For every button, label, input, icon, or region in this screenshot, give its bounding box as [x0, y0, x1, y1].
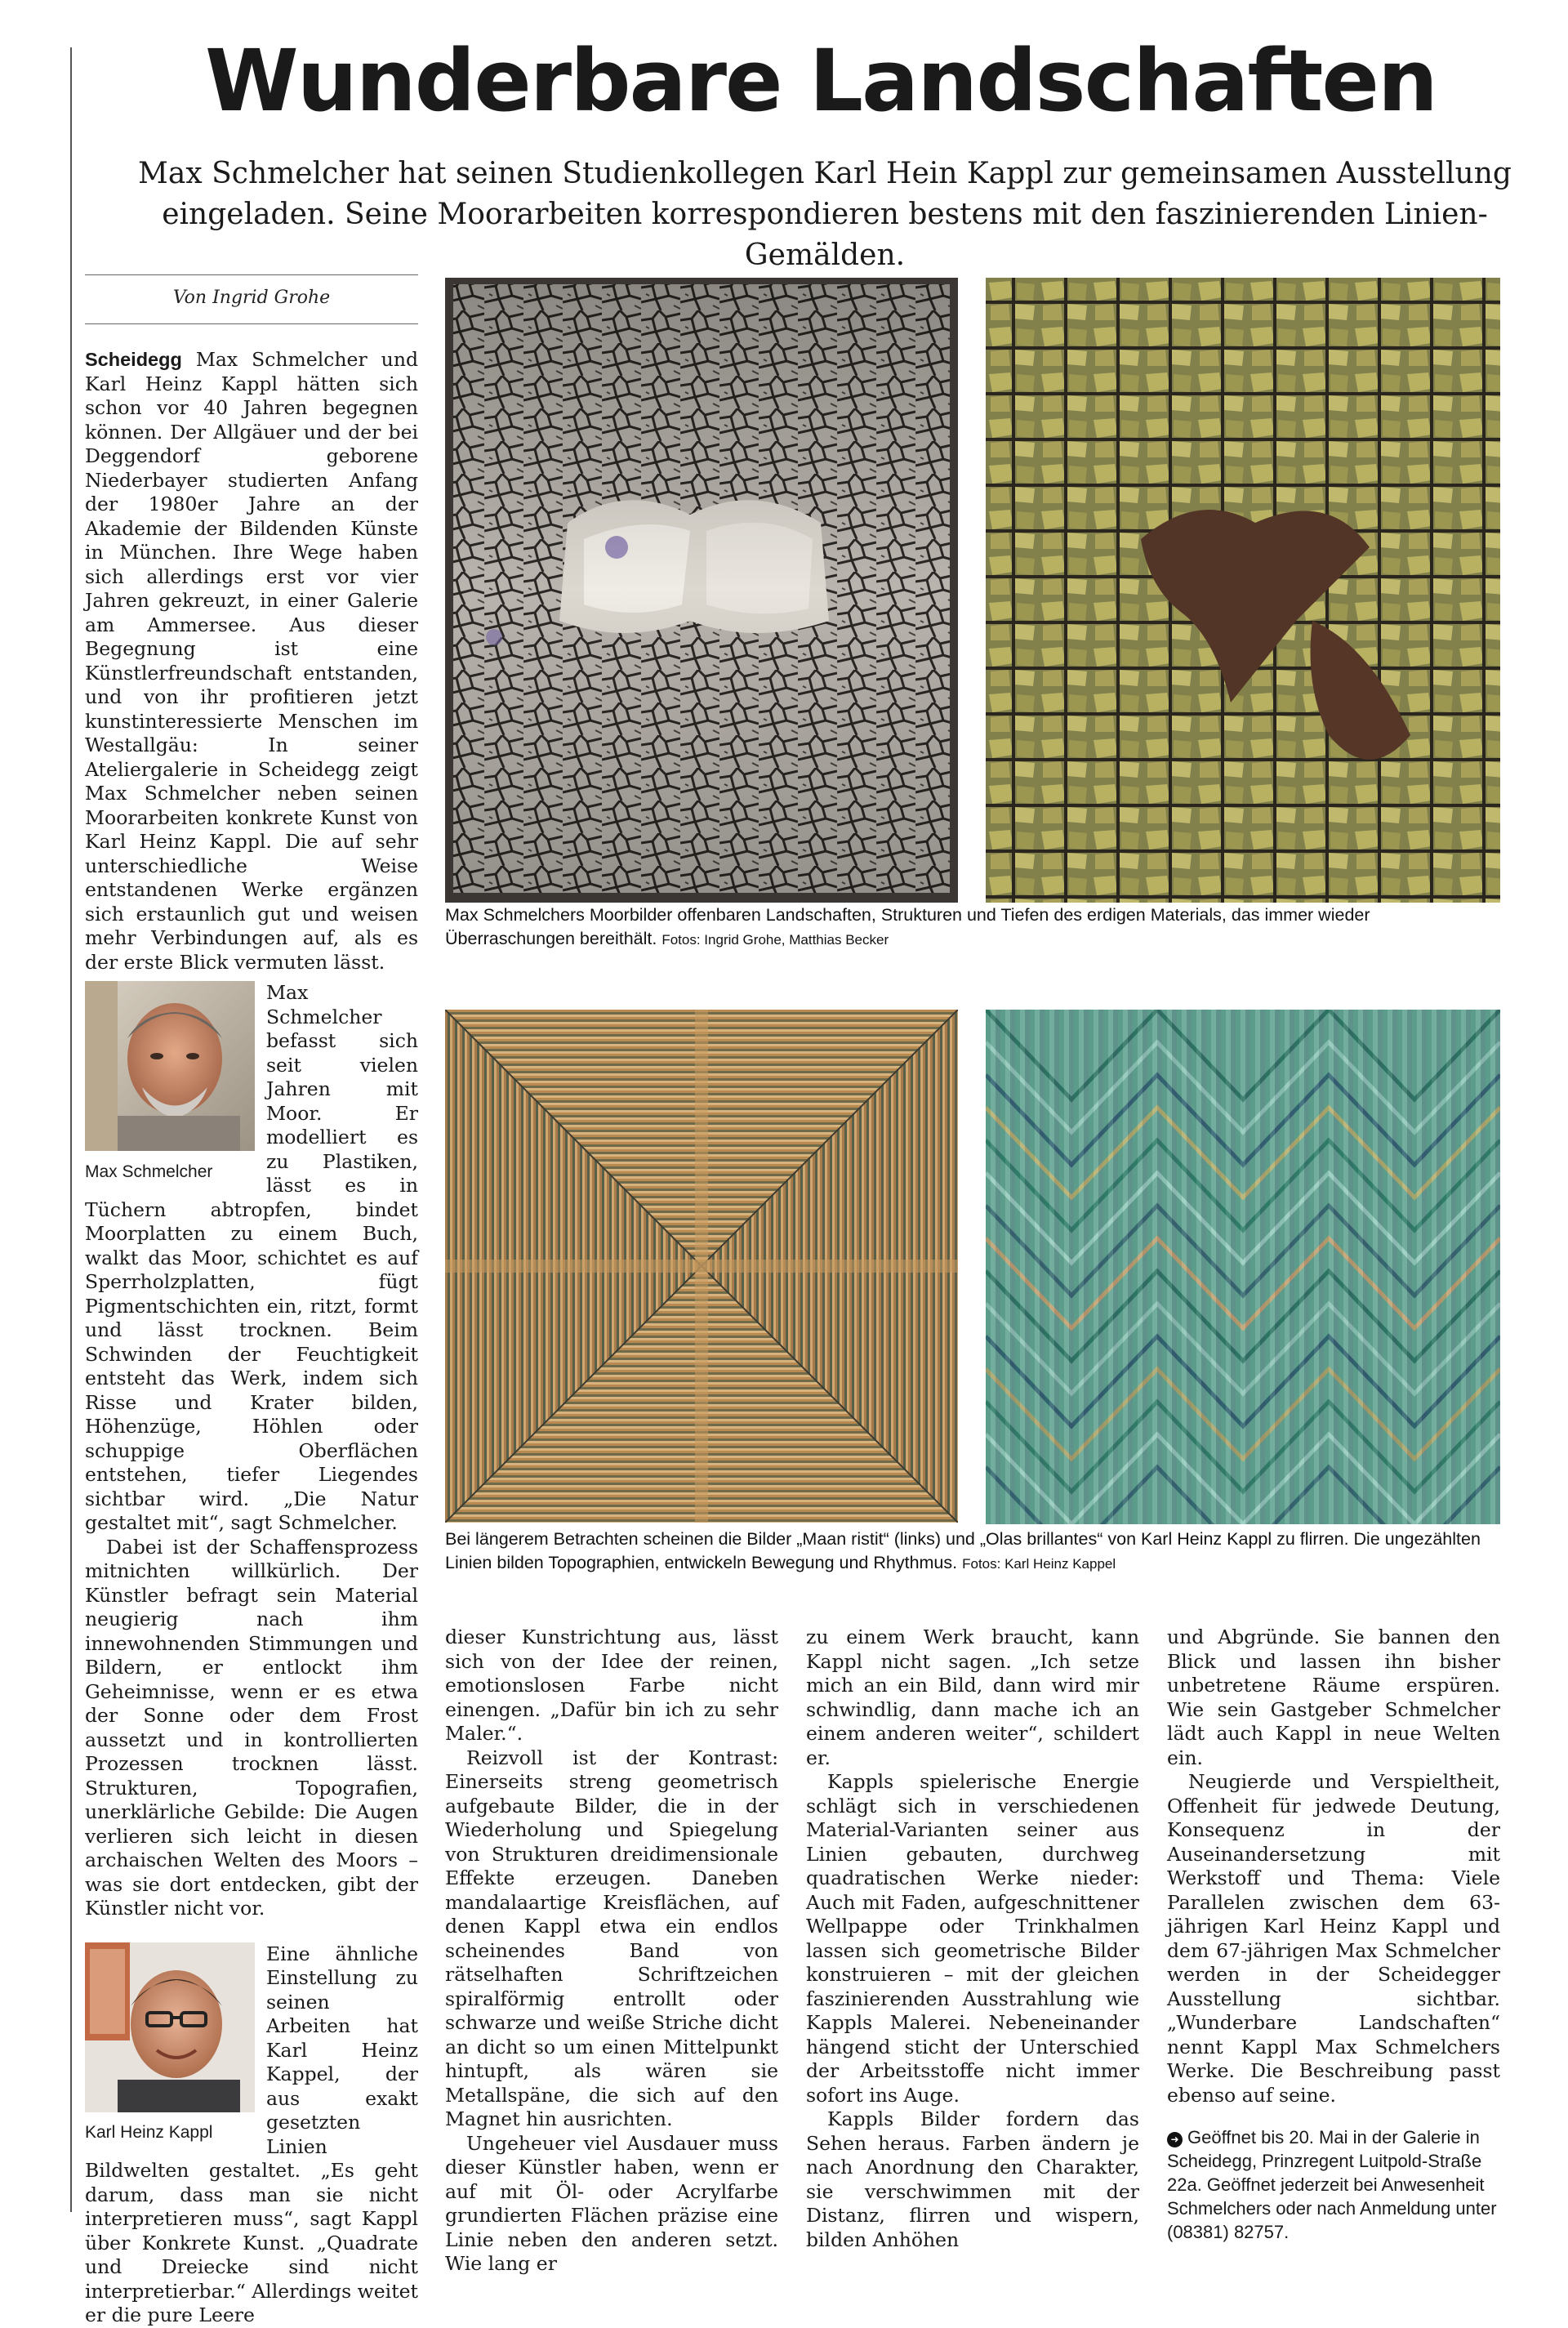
- arrow-right-icon: ➜: [1167, 2132, 1183, 2147]
- portrait-max-schmelcher: [85, 981, 255, 1184]
- paragraph: zu einem Werk braucht, kann Kappl nicht sagen. „Ich setze mich an ein Bild, dann wird mir schwindlig, dann mache ich an einem anderen weiter“, schildert er.: [806, 1626, 1139, 1769]
- portrait-photo: [85, 981, 255, 1151]
- paragraph: Max Schmelcher und Karl Heinz Kappl hätten sich schon vor 40 Jahren begegnen können. Der Allgäuer und der bei Deggendorf geborene Niederbayer studierten Anfang der 1980er Jahre an der Akademie der Bildenden Künste in München. Ihre Wege haben sich allerdings erst vor vier Jahren gekreuzt, in einer Galerie am Ammersee. Aus dieser Begegnung ist eine Künstlerfreundschaft entstanden, und von ihr profitieren jetzt kunstinteressierte Menschen im Westallgäu: In seiner Ateliergalerie in Scheidegg zeigt Max Schmelcher neben seinen Moorarbeiten konkrete Kunst von Karl Heinz Kappl. Die auf sehr unterschiedliche Weise entstandenen Werke ergänzen sich erstaunlich gut und weisen mehr Verbindungen auf, als es der erste Blick vermuten lässt.: [85, 348, 418, 974]
- photo-olas-brillantes: [986, 1010, 1500, 1524]
- paragraph: dieser Kunstrichtung aus, lässt sich von der Idee der reinen, emotionslosen Farbe nicht einengen. „Dafür bin ich zu sehr Maler.“.: [445, 1626, 778, 1745]
- photo-credit: Fotos: Ingrid Grohe, Matthias Becker: [662, 932, 889, 948]
- paragraph: Reizvoll ist der Kontrast: Einerseits streng geometrisch aufgebaute Bilder, die in der Wiederholung und Spiegelung von Strukturen dreidimensionale Effekte erzeugen. Daneben mandalaartige Kreisflächen, auf denen Kappl etwa ein endlos scheinendes Band von rätselhaften Schriftzeichen spiralförmig entrollt oder schwarze und weiße Striche dicht an dicht so um einen Mittelpunkt hintupft, als wären sie Metallspäne, die sich auf den Magnet hin ausrichten.: [445, 1746, 778, 2130]
- portrait-karl-heinz-kappl: [85, 1942, 255, 2145]
- portrait-photo: [85, 1942, 255, 2112]
- photo-caption-top: [445, 903, 1500, 952]
- byline: Von Ingrid Grohe: [172, 288, 331, 308]
- column-divider: [70, 47, 72, 2212]
- portrait-caption: Max Schmelcher: [85, 1162, 213, 1181]
- paragraph: und Abgründe. Sie bannen den Blick und lassen ihn bisher unbetretene Räume erspüren. Wie sein Gastgeber Schmelcher lädt auch Kappl in neue Welten ein.: [1167, 1626, 1500, 1769]
- caption-text: Bei längerem Betrachten scheinen die Bilder „Maan ristit“ (links) und „Olas brillantes“ von Karl Heinz Kappl zu flirren. Die ungezählten Linien bilden Topographien, entwickeln Bewegung und Rhythmus.: [445, 1529, 1481, 1572]
- headline: Wunderbare Landschaften: [205, 31, 1437, 131]
- dateline: Scheidegg: [85, 349, 182, 370]
- subheadline: Max Schmelcher hat seinen Studienkollegen Karl Hein Kappl zur gemeinsamen Ausstellung eingeladen. Seine Moorarbeiten korrespondieren bestens mit den faszinierenden Linien-Gemälden.: [138, 157, 1512, 272]
- article-column-4: [1167, 1626, 1500, 2242]
- article-column-2: [445, 1626, 778, 2275]
- byline-rule-bottom: [85, 323, 418, 324]
- paragraph: Dabei ist der Schaffensprozess mitnichten willkürlich. Der Künstler befragt sein Material neugierig nach ihm innewohnenden Stimmungen und Bildern, er entlockt ihm Geheimnisse, wenn er es etwa der Sonne oder dem Frost aussetzt und in kontrollierten Prozessen trocknen lässt. Strukturen, Topografien, unerklärliche Gebilde: Die Augen verlieren sich leicht in diesen archaischen Welten des Moors – was sie dort entdecken, gibt der Künstler nicht vor.: [85, 1535, 418, 1920]
- paragraph: Ungeheuer viel Ausdauer muss dieser Künstler haben, wenn er auf mit Öl- oder Acrylfarbe grundierten Flächen präzise eine Linie neben den anderen setzt. Wie lang er: [445, 2131, 778, 2275]
- article-column-3: [806, 1626, 1139, 2251]
- photo-moorbild-grey: [445, 278, 958, 903]
- caption-text: Max Schmelchers Moorbilder offenbaren Landschaften, Strukturen und Tiefen des erdigen Materials, das immer wieder Überraschungen bereithält.: [445, 905, 1370, 948]
- article-column-1: [85, 348, 418, 2326]
- info-box: [1167, 2125, 1500, 2244]
- photo-caption-bottom: [445, 1527, 1500, 1576]
- byline-rule-top: [85, 274, 418, 275]
- paragraph: Kappls Bilder fordern das Sehen heraus. Farben ändern je nach Anordnung den Charakter, sie verschwimmen mit der Distanz, flirren und wispern, bilden Anhöhen: [806, 2107, 1139, 2251]
- photo-maan-ristit: [445, 1010, 958, 1523]
- photo-credit: Fotos: Karl Heinz Kappel: [962, 1556, 1116, 1572]
- paragraph: Kappls spielerische Energie schlägt sich in verschiedenen Material-Varianten seiner aus Linien gebauten, durchweg quadratischen Werke nieder: Auch mit Faden, aufgeschnittener Wellpappe oder Trinkhalmen lassen sich geometrische Bilder konstruieren – mit der gleichen faszinierenden Ausstrahlung wie Kappls Malerei. Nebeneinander hängend sticht der Unterschied der Arbeitsstoffe nicht immer sofort ins Auge.: [806, 1770, 1139, 2107]
- paragraph: Eine ähnliche Einstellung zu seinen Arbeiten hat Karl Heinz Kappel, der aus exakt gesetzten Linien Bildwelten gestaltet. „Es geht darum, dass man sie nicht interpretieren muss“, sagt Kappl über Konkrete Kunst. „Quadrate und Dreiecke sind nicht interpretierbar.“ Allerdings weitet er die pure Leere: [85, 1942, 418, 2326]
- paragraph: Neugierde und Verspieltheit, Offenheit für jedwede Deutung, Konsequenz in der Auseinandersetzung mit Werkstoff und Thema: Viele Parallelen zwischen dem 63-jährigen Karl Heinz Kappl und dem 67-jährigen Max Schmelcher werden in der Scheidegger Ausstellung sichtbar. „Wunderbare Landschaften“ nennt Kappl Max Schmelchers Werke. Die Beschreibung passt ebenso auf seine.: [1167, 1770, 1500, 2107]
- info-text: Geöffnet bis 20. Mai in der Galerie in Scheidegg, Prinzregent Luitpold-Straße 22a. Geöffnet jederzeit bei Anwesenheit Schmelchers oder nach Anmeldung unter (08381) 82757.: [1167, 2127, 1497, 2242]
- photo-moorbild-yellow: [986, 278, 1500, 903]
- portrait-caption: Karl Heinz Kappl: [85, 2123, 213, 2142]
- paragraph: Max Schmelcher befasst sich seit vielen Jahren mit Moor. Er modelliert es zu Plastiken, lässt es in Tüchern abtropfen, bindet Moorplatten zu einem Buch, walkt das Moor, schichtet es auf Sperrholzplatten, fügt Pigmentschichten ein, ritzt, formt und lässt trocknen. Beim Schwinden der Feuchtigkeit entsteht das Werk, indem sich Risse und Krater bilden, Höhenzüge, Höhlen oder schuppige Oberflächen entstehen, tiefer Liegendes sichtbar wird. „Die Natur gestaltet mit“, sagt Schmelcher.: [85, 981, 418, 1534]
